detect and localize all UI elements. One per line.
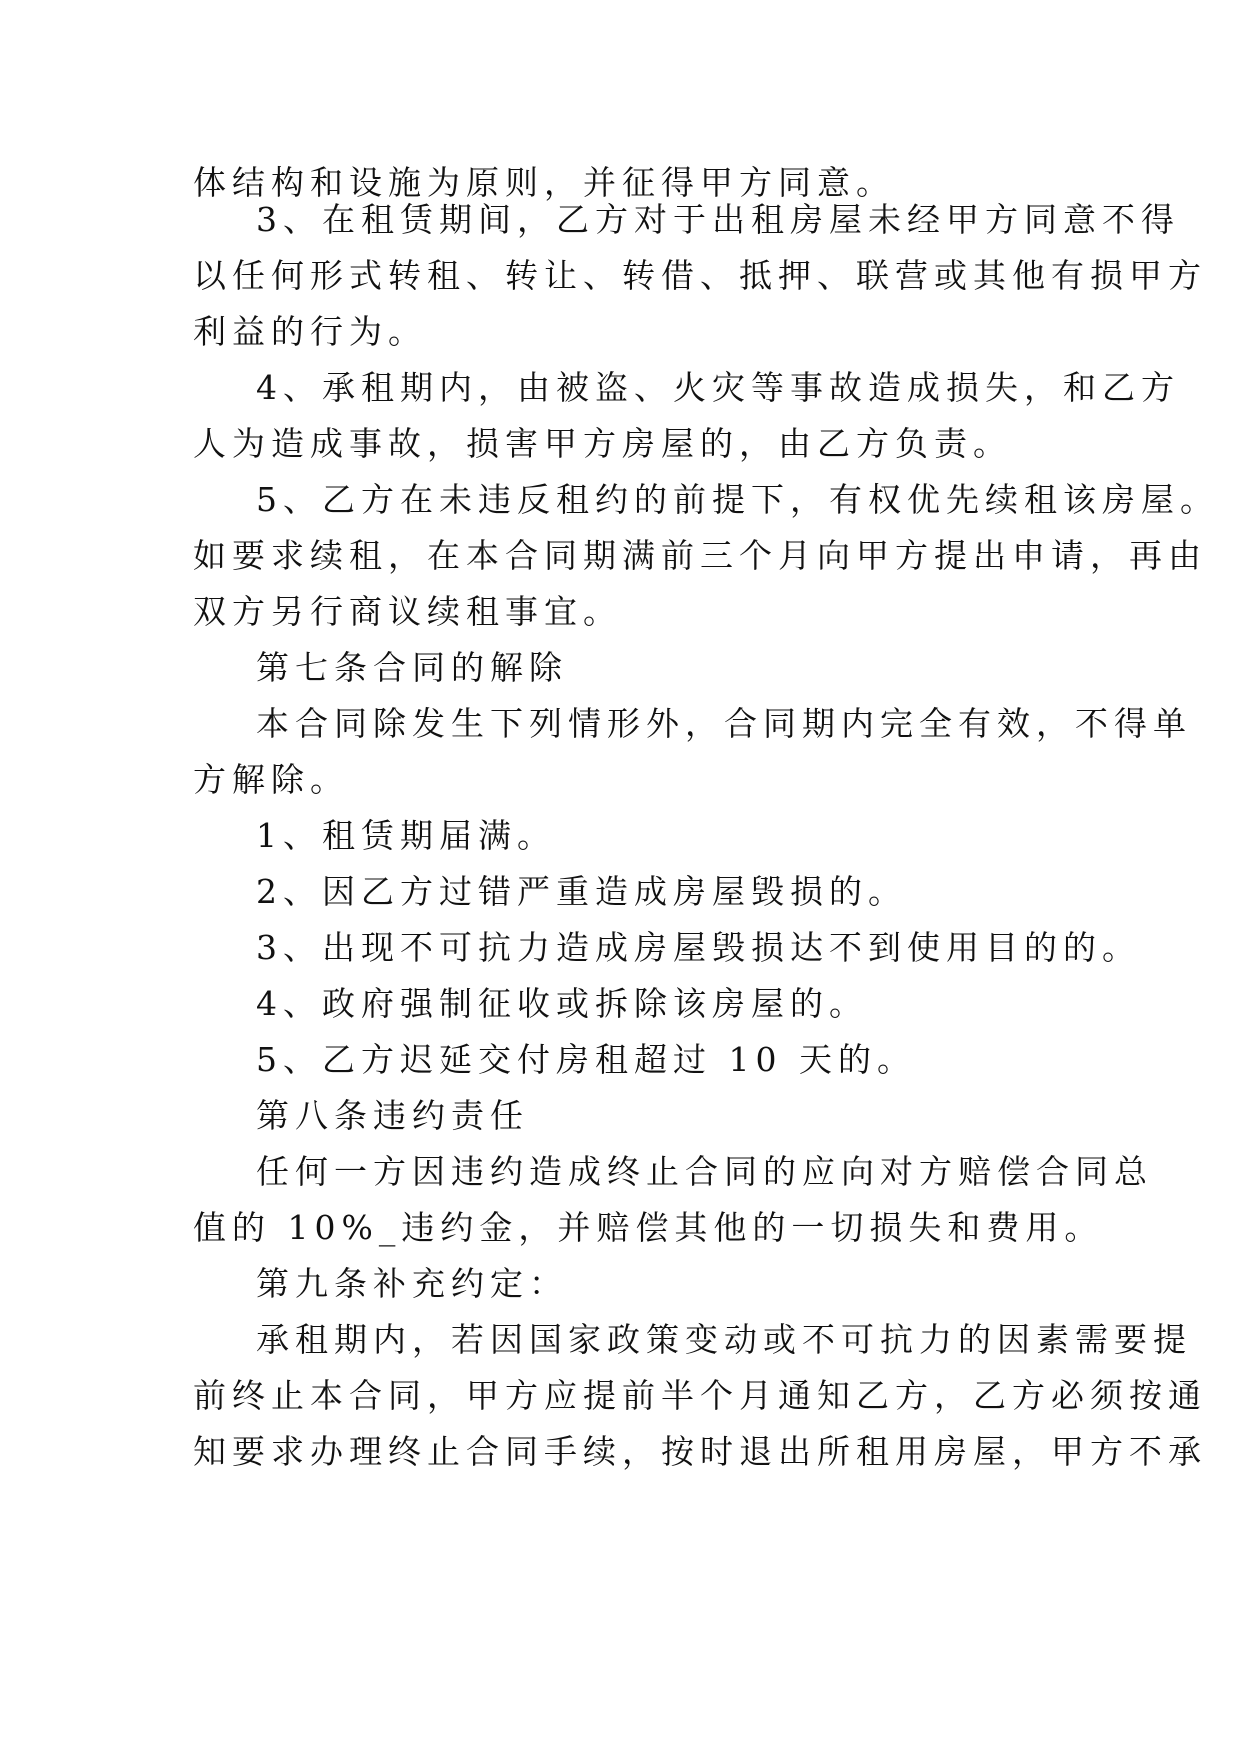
text-line: 前终止本合同，甲方应提前半个月通知乙方，乙方必须按通 [193,1376,1207,1415]
text-line: 值的 10%_违约金，并赔偿其他的一切损失和费用。 [193,1208,1104,1247]
list-item: 4、政府强制征收或拆除该房屋的。 [256,984,868,1023]
text-line: 双方另行商议续租事宜。 [193,592,622,631]
text-line: 任何一方因违约造成终止合同的应向对方赔偿合同总 [256,1152,1153,1191]
text-line: 如要求续租，在本合同期满前三个月向甲方提出申请，再由 [193,536,1207,575]
text-line: 以任何形式转租、转让、转借、抵押、联营或其他有损甲方 [193,256,1207,295]
section-heading: 第七条合同的解除 [256,648,568,687]
text-line: 本合同除发生下列情形外，合同期内完全有效，不得单 [256,704,1192,743]
section-heading: 第八条违约责任 [256,1096,529,1135]
text-line: 体结构和设施为原则，并征得甲方同意。 [193,163,895,202]
list-item: 3、出现不可抗力造成房屋毁损达不到使用目的的。 [256,928,1141,967]
list-item: 1、租赁期届满。 [256,816,556,855]
section-heading: 第九条补充约定： [256,1264,568,1303]
text-line: 3、在租赁期间，乙方对于出租房屋未经甲方同意不得 [256,200,1180,239]
text-line: 知要求办理终止合同手续，按时退出所租用房屋，甲方不承 [193,1432,1207,1471]
list-item: 2、因乙方过错严重造成房屋毁损的。 [256,872,907,911]
text-line: 5、乙方在未违反租约的前提下，有权优先续租该房屋。 [256,480,1219,519]
text-line: 4、承租期内，由被盗、火灾等事故造成损失，和乙方 [256,368,1180,407]
text-line: 承租期内，若因国家政策变动或不可抗力的因素需要提 [256,1320,1192,1359]
text-line: 人为造成事故，损害甲方房屋的，由乙方负责。 [193,424,1012,463]
list-item: 5、乙方迟延交付房租超过 10 天的。 [256,1040,916,1079]
text-line: 方解除。 [193,760,349,799]
text-line: 利益的行为。 [193,312,427,351]
